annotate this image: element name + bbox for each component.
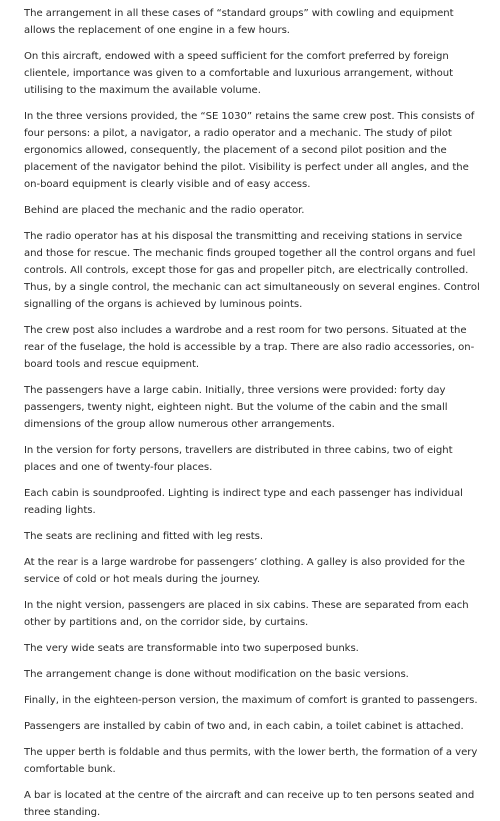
paragraph: In the three versions provided, the “SE 1030” retains the same crew post. This consists of four persons: a pilot, a navigator, a radio operator and a mechanic. The study of pilot ergonomics allowed, consequently, the placement of a second pilot position and the placement of the navigator behind the pilot. Visibility is perfect under all angles, and the on-board equipment is clearly visible and of easy access. (24, 111, 475, 190)
paragraph: The seats are reclining and fitted with leg rests. (24, 531, 263, 542)
paragraph: The radio operator has at his disposal the transmitting and receiving stations in service and those for rescue. The mechanic finds grouped together all the control organs and fuel controls. All controls, except those for gas and propeller pitch, are electrically controlled. Thus, by a single control, the mechanic can act simultaneously on several engines. Control signalling of the organs is achieved by luminous points. (24, 231, 480, 310)
paragraph: At the rear is a large wardrobe for passengers’ clothing. A galley is also provided for the service of cold or hot meals during the journey. (24, 557, 465, 585)
paragraph: The arrangement change is done without modification on the basic versions. (24, 669, 409, 680)
paragraph: Passengers are installed by cabin of two and, in each cabin, a toilet cabinet is attached. (24, 721, 464, 732)
paragraph: The very wide seats are transformable into two superposed bunks. (24, 643, 359, 654)
paragraph: On this aircraft, endowed with a speed sufficient for the comfort preferred by foreign clientele, importance was given to a comfortable and luxurious arrangement, without utilising to the maximum the available volume. (24, 51, 453, 96)
paragraph: The passengers have a large cabin. Initially, three versions were provided: forty day passengers, twenty night, eighteen night. But the volume of the cabin and the small dimensions of the group allow numerous other arrangements. (24, 385, 448, 430)
paragraph: The arrangement in all these cases of “standard groups” with cowling and equipment allows the replacement of one engine in a few hours. (24, 8, 454, 36)
paragraph: Finally, in the eighteen-person version, the maximum of comfort is granted to passengers. (24, 695, 478, 706)
paragraph: Each cabin is soundproofed. Lighting is indirect type and each passenger has individual reading lights. (24, 488, 463, 516)
paragraph: A bar is located at the centre of the aircraft and can receive up to ten persons seated and three standing. (24, 790, 475, 818)
paragraph: In the night version, passengers are placed in six cabins. These are separated from each other by partitions and, on the corridor side, by curtains. (24, 600, 469, 628)
paragraph: Behind are placed the mechanic and the radio operator. (24, 205, 305, 216)
paragraph: The crew post also includes a wardrobe and a rest room for two persons. Situated at the rear of the fuselage, the hold is accessible by a trap. There are also radio accessories, on-board tools and rescue equipment. (24, 325, 475, 370)
paragraph: The upper berth is foldable and thus permits, with the lower berth, the formation of a very comfortable bunk. (24, 747, 478, 775)
paragraph: In the version for forty persons, travellers are distributed in three cabins, two of eight places and one of twenty-four places. (24, 445, 453, 473)
